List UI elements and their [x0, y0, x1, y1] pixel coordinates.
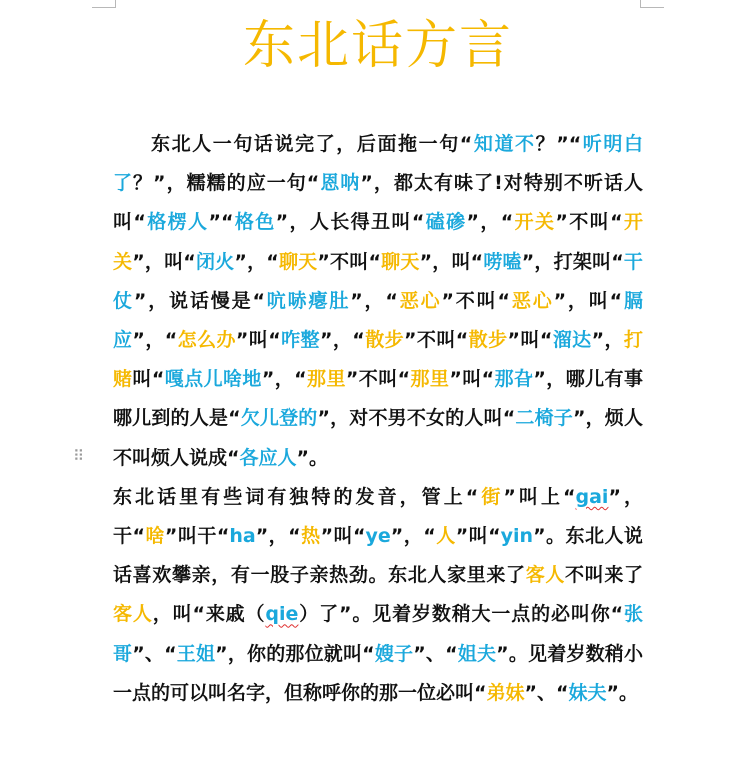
- text-run: 不叫来了: [565, 564, 643, 587]
- highlight-term-yellow: 聊天: [278, 250, 318, 273]
- text-run: ”，你的那位就叫“: [215, 642, 375, 665]
- text-run: ”。: [606, 681, 639, 704]
- text-run: ”，“: [350, 289, 398, 312]
- text-run: ”。东北人说话喜欢攀亲，有一股子亲热劲。东北人家里来了: [113, 525, 643, 587]
- highlight-term-yellow: 弟妹: [486, 681, 525, 704]
- text-run: ”，“: [261, 368, 307, 391]
- text-run: ，叫“来戚（: [152, 603, 266, 626]
- highlight-term-yellow: 那里: [306, 368, 346, 391]
- highlight-term-yellow: 那里: [410, 368, 450, 391]
- text-run: ”叫“: [320, 525, 366, 548]
- text-run: ”，都太有味了!对特别不听话人叫“: [113, 172, 643, 234]
- text-run: ”。见着岁数稍小一点的可以叫名字，但称呼你的那一位必叫“: [113, 642, 643, 704]
- text-run: ”、“: [413, 642, 458, 665]
- highlight-term-blue: 那旮: [494, 368, 534, 391]
- highlight-term-blue: 听明白了: [113, 133, 643, 195]
- text-run: ”，叫“: [553, 289, 623, 312]
- highlight-term-blue: 知道不: [472, 133, 536, 155]
- highlight-term-yellow: 街: [478, 485, 504, 508]
- highlight-term-blue: qie: [265, 603, 299, 626]
- document-title[interactable]: 东北话方言: [242, 16, 513, 76]
- highlight-term-blue: ye: [365, 525, 391, 548]
- text-run: ”，叫“: [132, 250, 196, 273]
- text-run: ”，人长得丑叫“: [275, 211, 425, 234]
- text-run: ”。: [296, 446, 329, 469]
- highlight-term-blue: 溜达: [552, 329, 592, 352]
- highlight-term-blue: 欠儿登的: [240, 407, 318, 430]
- highlight-term-yellow: 开关: [513, 211, 556, 234]
- highlight-term-yellow: 散步: [468, 329, 508, 352]
- highlight-term-yellow: 恶心: [510, 289, 554, 312]
- text-run: ”叫“: [507, 329, 553, 352]
- highlight-term-blue: ha: [229, 525, 256, 548]
- paragraph-2[interactable]: [113, 478, 643, 713]
- highlight-term-blue: 各应人: [239, 446, 297, 469]
- text-run: ”“: [208, 211, 234, 234]
- highlight-term-blue: 姐夫: [457, 642, 497, 665]
- highlight-term-blue: 嫂子: [374, 642, 414, 665]
- text-run: ”，对不男不女的人叫“: [317, 407, 516, 430]
- text-run: ”叫上“: [503, 485, 576, 508]
- text-run: ”，“: [390, 525, 436, 548]
- text-run: 东北人一句话说完了，后面拖一句“: [151, 133, 473, 155]
- text-run: ”不叫“: [317, 250, 381, 273]
- text-run: ”叫“: [235, 329, 281, 352]
- text-run: ”，: [591, 329, 624, 352]
- paragraph-1[interactable]: [113, 125, 643, 478]
- highlight-term-yellow: 打赌: [113, 329, 643, 391]
- text-run: ”不叫“: [345, 368, 411, 391]
- drag-handle-icon[interactable]: ⠿: [73, 447, 83, 465]
- highlight-term-yellow: 啥: [144, 525, 165, 548]
- highlight-term-blue: yin: [500, 525, 534, 548]
- text-run: ”，“: [234, 250, 279, 273]
- highlight-term-blue: 干仗: [113, 250, 643, 312]
- text-run: ”，干“: [113, 485, 643, 548]
- text-run: ”、“: [132, 642, 177, 665]
- text-run: 叫“: [132, 368, 165, 391]
- highlight-term-yellow: 热: [300, 525, 321, 548]
- highlight-term-yellow: 散步: [364, 329, 405, 352]
- text-run: ”、“: [524, 681, 569, 704]
- highlight-term-blue: 咋整: [280, 329, 320, 352]
- highlight-term-blue: 恩呐: [319, 172, 361, 195]
- document-body: [113, 125, 643, 713]
- text-run: ”不叫“: [441, 289, 510, 312]
- highlight-term-yellow: 恶心: [397, 289, 442, 312]
- highlight-term-yellow: 客人: [525, 564, 566, 587]
- text-run: ？”“: [535, 133, 582, 155]
- highlight-term-blue: 吭哧瘪肚: [264, 289, 351, 312]
- text-run: ”，“: [319, 329, 365, 352]
- text-run: ”不叫“: [555, 211, 623, 234]
- text-run: ”叫干“: [164, 525, 230, 548]
- text-run: ”，烦人不叫烦人说成“: [113, 407, 643, 469]
- highlight-term-blue: 磕碜: [424, 211, 467, 234]
- highlight-term-blue: 二椅子: [515, 407, 573, 430]
- text-run: ”，说话慢是“: [133, 289, 265, 312]
- highlight-term-blue: 王姐: [176, 642, 216, 665]
- text-run: ”，“: [466, 211, 514, 234]
- highlight-term-yellow: 怎么办: [177, 329, 236, 352]
- highlight-term-blue: 闭火: [195, 250, 235, 273]
- highlight-term-blue: 格色: [233, 211, 276, 234]
- text-run: ”叫“: [449, 368, 495, 391]
- text-run: ”叫“: [455, 525, 501, 548]
- highlight-term-blue: 格楞人: [145, 211, 209, 234]
- highlight-term-blue: gai: [575, 485, 609, 508]
- highlight-term-blue: 膈应: [113, 289, 643, 352]
- text-run: ”，叫“: [419, 250, 484, 273]
- text-run: ”，哪儿有事哪儿到的人是“: [113, 368, 643, 430]
- highlight-term-blue: 唠嗑: [483, 250, 522, 273]
- highlight-term-yellow: 人: [435, 525, 456, 548]
- highlight-term-blue: 张哥: [113, 603, 643, 665]
- text-run: ）了”。见着岁数稍大一点的必叫你“: [298, 603, 624, 626]
- highlight-term-blue: 妹夫: [568, 681, 607, 704]
- highlight-term-blue: 嘎点儿啥地: [164, 368, 262, 391]
- highlight-term-yellow: 客人: [113, 603, 153, 626]
- highlight-term-yellow: 聊天: [380, 250, 420, 273]
- text-run: ”，“: [132, 329, 178, 352]
- text-run: ”，“: [255, 525, 301, 548]
- text-run: ？”，糯糯的应一句“: [133, 172, 320, 195]
- highlight-term-yellow: 开关: [113, 211, 643, 273]
- text-run: ”不叫“: [404, 329, 469, 352]
- text-run: 东北话里有些词有独特的发音，管上“: [113, 485, 479, 508]
- text-run: ”，打架叫“: [521, 250, 624, 273]
